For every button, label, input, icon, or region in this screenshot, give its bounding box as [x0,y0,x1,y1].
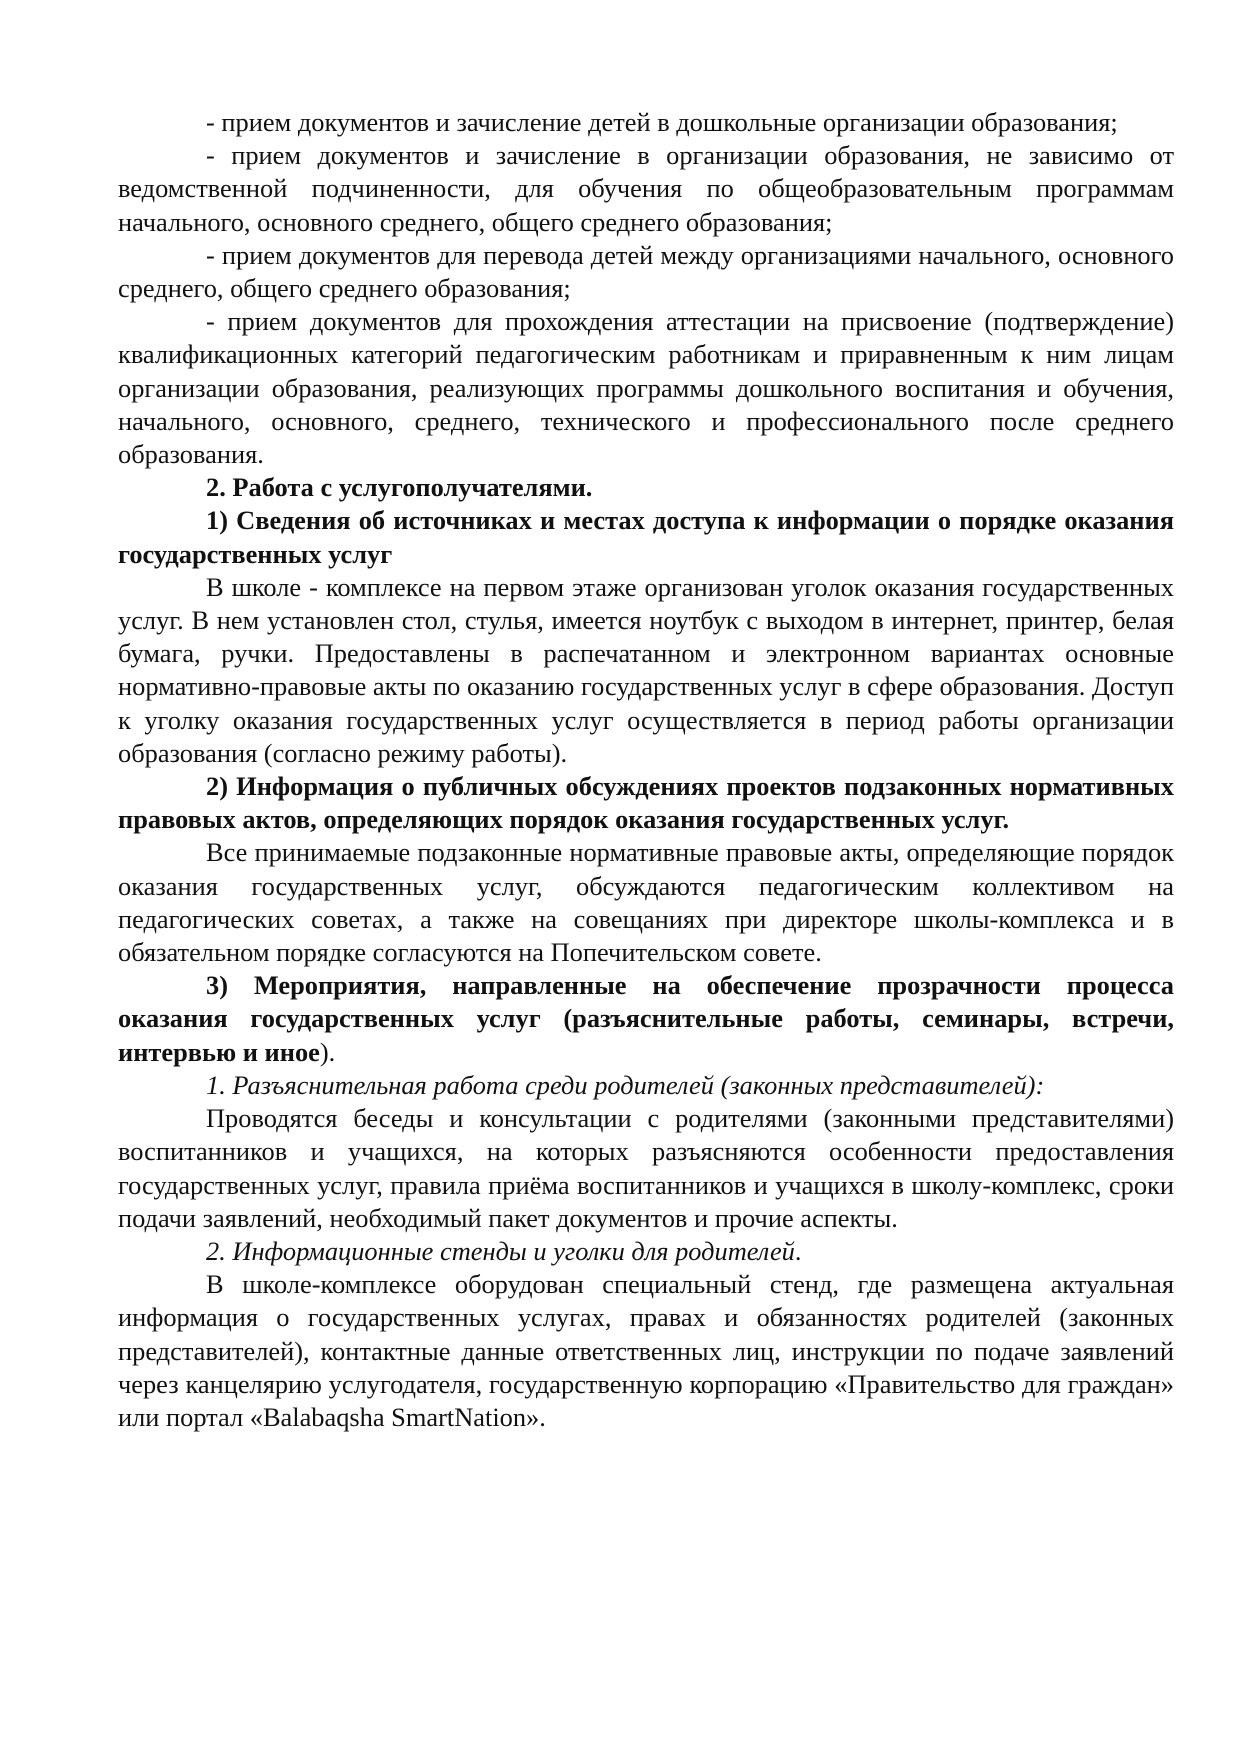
heading-text: 2) Информация о публичных обсуждениях проектов подзаконных нормативных правовых актов, определяющих порядок оказания государственных услуг. [118,771,1174,835]
italic-subheading-1 [118,1069,1174,1102]
paragraph-text: - прием документов и зачисление в организации образования, не зависимо от ведомственной подчиненности, для обучения по общеобразовательным программам начального, основного среднего, общего среднего образования; [118,140,1174,237]
heading-text: 3) Мероприятия, направленные на обеспечение прозрачности процесса оказания государственных услуг (разъяснительные работы, семинары, встречи, интервью и иное [118,970,1174,1067]
subheading-text: 2. Информационные стенды и уголки для родителей [206,1235,795,1266]
subsection-heading-3 [118,969,1174,1069]
paragraph-text: - прием документов для прохождения аттестации на присвоение (подтверждение) квалификационных категорий педагогическим работникам и приравненным к ним лицам организации образования, реализующих программы дошкольного воспитания и обучения, начального, основного, среднего, технического и профессионального после среднего образования. [118,306,1174,470]
heading-text: 1) Сведения об источниках и местах доступа к информации о порядке оказания государственных услуг [118,505,1174,569]
paragraph-text: - прием документов и зачисление детей в дошкольные организации образования; [206,107,1118,137]
paragraph-body-2 [118,836,1174,969]
paragraph-item-2 [118,139,1174,239]
paragraph-text: Проводятся беседы и консультации с родителями (законными представителями) воспитанников и учащихся, на которых разъясняются особенности предоставления государственных услуг, правила приёма воспитанников и учащихся в школу-комплекс, сроки подачи заявлений, необходимый пакет документов и прочие аспекты. [118,1103,1174,1233]
subheading-tail: . [794,1235,802,1266]
heading-text: 2. Работа с услугополучателями. [206,472,593,503]
paragraph-body-4 [118,1268,1174,1434]
document-page [118,106,1174,1434]
heading-tail: ). [319,1036,336,1067]
paragraph-text: В школе - комплексе на первом этаже организован уголок оказания государственных услуг. В нем установлен стол, стулья, имеется ноутбук с выходом в интернет, принтер, белая бумага, ручки. Предоставлены в распечатанном и электронном вариантах основные нормативно-правовые акты по оказанию государственных услуг в сфере образования. Доступ к уголку оказания государственных услуг осуществляется в период работы организации образования (согласно режиму работы). [118,571,1174,768]
section-heading [118,471,1174,504]
paragraph-item-1 [118,106,1174,139]
paragraph-text: Все принимаемые подзаконные нормативные правовые акты, определяющие порядок оказания государственных услуг, обсуждаются педагогическим коллективом на педагогических советах, а также на совещаниях при директоре школы-комплекса и в обязательном порядке согласуются на Попечительском совете. [118,837,1174,968]
paragraph-item-3 [118,239,1174,305]
subsection-heading-2 [118,770,1174,836]
paragraph-text: В школе-комплексе оборудован специальный стенд, где размещена актуальная информация о государственных услугах, правах и обязанностях родителей (законных представителей), контактные данные ответственных лиц, инструкции по подаче заявлений через канцелярию услугодателя, государственную корпорацию «Правительство для граждан» или портал «Balabaqsha SmartNation». [118,1269,1174,1432]
italic-subheading-2 [118,1235,1174,1268]
subsection-heading-1 [118,504,1174,570]
subheading-text: 1. Разъяснительная работа среди родителей (законных представителей): [206,1069,1045,1100]
paragraph-body-1 [118,571,1174,770]
paragraph-item-4 [118,305,1174,471]
paragraph-text: - прием документов для перевода детей между организациями начального, основного среднего, общего среднего образования; [118,239,1174,304]
paragraph-body-3 [118,1102,1174,1235]
